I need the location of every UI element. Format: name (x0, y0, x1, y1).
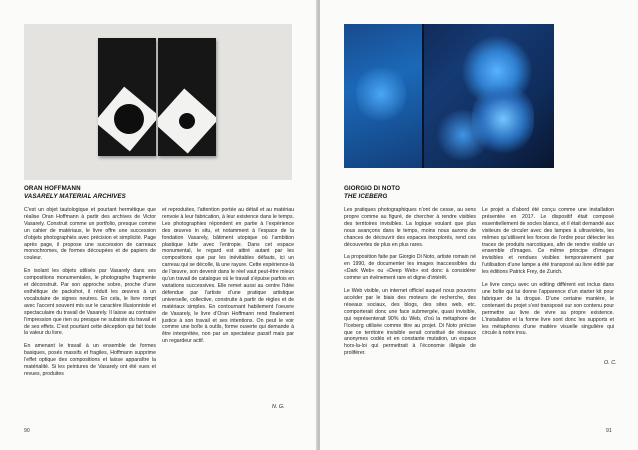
iceberg-book-photograph (344, 24, 554, 168)
right-page (320, 0, 638, 450)
paragraph: En isolant les objets utilisés par Vasarely dans ses compositions monumentales, le photographe fragmente et déconstruit. Par son approche sobre, proche d’une esthétique de packshot, il réduit les œuvres à un vocabulaire de signes neutres. En cela, le livre rompt avec l’accent souvent mis sur le caractère illusionniste et spectaculaire du travail de Vasarely. Il laisse au contraire l’impression que rien ou presque ne subsiste du travail et de ses effets. C’est pourtant cette déception qui fait toute la valeur du livre. (24, 268, 156, 337)
author-initials: O. C. (604, 360, 617, 366)
work-title: THE ICEBERG (344, 193, 388, 200)
article-header (24, 185, 126, 201)
paragraph: Les pratiques photographiques n’ont de cesse, au sens propre comme au figuré, de chercher à rendre visibles des territoires invisibles. La logique voulant que plus nous avançons dans le temps, moins nous aurons de chances de découvrir des espaces inexplorés, rend ces découvertes de plus en plus rares. (344, 207, 476, 248)
black-circle-small (179, 113, 195, 129)
paragraph: Le projet a d’abord été conçu comme une installation présentée en 2017. Le dispositif était composé essentiellement de socles blancs, et il était demandé aux visiteurs de circuler avec des lampes à ultraviolets, les mêmes qu’utilisent les forces de l’ordre pour détecter les traces de produits narcotiques, afin de rendre visible un ensemble d’images. Ce même principe d’images invisibles et rendues visibles temporairement par l’utilisation d’une lampe a été transposé au livre édité par les éditions Patrick Frey, de Zurich. (482, 207, 614, 276)
paragraph: C’est un objet tautologique et pourtant hermétique que réalise Oran Hoffmann à partir des archives de Victor Vasarely. Construit comme un portfolio, presque comme un cahier de matériaux, le livre offre une succession d’objets photographiés avec précision et simplicité. Page après page, il propose une succession de carreaux monochromes, de formes découpées et de papiers de couleur. (24, 207, 156, 262)
uv-glow (356, 64, 406, 124)
black-circle-large (114, 104, 144, 134)
page-number: 91 (606, 428, 612, 434)
author-initials: N. G. (272, 404, 285, 410)
text-column-1 (344, 207, 476, 363)
vasarely-photograph (24, 24, 292, 180)
book-spine (422, 24, 424, 168)
text-column-2 (162, 207, 294, 351)
paragraph: En amenant le travail à un ensemble de formes basiques, posés massifs et fragiles, Hoffmann supprime l’effet optique des compositions et laisse apparaître la matérialité. Si les peintures de Vasarely ont été vues et revues, produites (24, 343, 156, 377)
artist-name: ORAN HOFFMANN (24, 185, 81, 192)
page-number: 90 (24, 428, 30, 434)
paragraph: La proposition faite par Giorgio Di Noto, artiste romain né en 1990, de documenter les images inaccessibles du «Dark Web» ou «Deep Web» est donc à considérer comme un événement rare et digne d’intérêt. (344, 254, 476, 282)
article-header (344, 185, 400, 201)
text-column-1 (24, 207, 156, 384)
uv-glow (434, 110, 492, 160)
text-column-2 (482, 207, 614, 343)
paragraph: et reproduites, l’attention portée au détail et au matériau renvoie à leur fabrication, à leur existence dans le temps. Les photographies répondent en partie à l’expérience des œuvres in situ, et notamment à l’espace de la fondation Vasarely, bâtiment utopique où l’ambition plastique lutte avec l’entropie. Dans cet espace monumental, le regard est attiré autant par les compositions que par les inévitables défauts, ici un carreau qui se décolle, là une rayure. Cette expérience-là de l’œuvre, son devenir dans le réel vaut peut-être mieux qu’un travail de catalogue où le travail s’épuise parfois en variations successives. Elle remet aussi au centre l’idée défendue par l’artiste d’une pratique artistique universelle, collective, construite à partir de règles et de matériaux simples. En contournant habilement l’oeuvre de Vasarely, le livre d’Oran Hoffmann rend finalement justice à son travail et ses intentions. On peut le voir comme une boîte à outils, forme ouverte qui demande à être interprétée, non par un spectateur passif mais par un regardeur actif. (162, 207, 294, 345)
left-page (0, 0, 318, 450)
work-title: VASARELY MATERIAL ARCHIVES (24, 193, 126, 200)
artist-name: GIORGIO DI NOTO (344, 185, 401, 192)
black-board-left (98, 38, 156, 156)
black-board-right (158, 38, 216, 156)
paragraph: Le livre conçu avec un editing différent est inclus dans une boîte qui lui donne l’apparence d’un starter kit pour fabriquer de la drogue. D’une certaine manière, le contenant du projet s’est transposé sur son contenu pour permettre au livre de vivre sa propre existence. L’installation et la forme livre sont donc les supports et les métaphores d’une matière visuelle singulière qui circule à notre insu. (482, 282, 614, 337)
paragraph: Le Web visible, un internet officiel auquel nous pouvons accéder par le biais des moteurs de recherche, des réseaux sociaux, des blogs, des sites web, etc. comporterait donc une face submergée, quasi invisible, qui représenterait 90% du Web, d’où la métaphore de l’Iceberg utilisée comme titre au projet. Di Noto précise que ce territoire invisible serait constitué de réseaux anonymes codés et en constante mutation, un espace hors-la-loi qui permettrait à l’économie illégale de proliférer. (344, 288, 476, 357)
